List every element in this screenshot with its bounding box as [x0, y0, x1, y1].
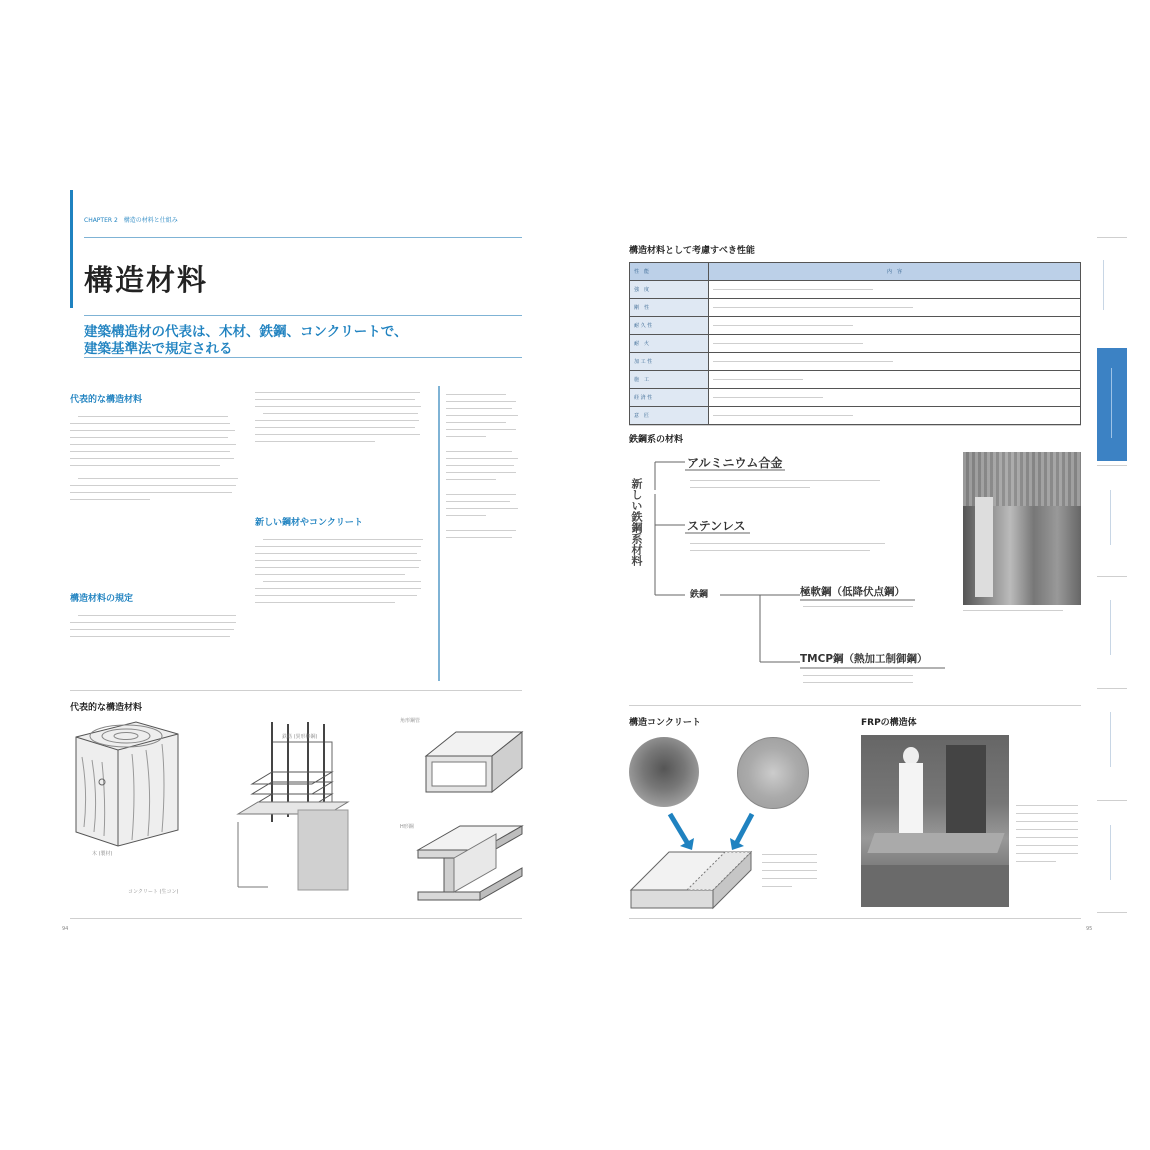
concrete-note [762, 852, 817, 894]
tree-aluminum-note [690, 478, 890, 494]
title-rule [84, 315, 522, 316]
side-tab[interactable] [1100, 600, 1106, 660]
table-row [630, 299, 1081, 317]
table-cell-value [709, 389, 1081, 407]
chapter-rule [84, 237, 522, 238]
page-number-right: 95 [1086, 926, 1093, 932]
column-1-text [70, 412, 238, 506]
table-cell-value [709, 353, 1081, 371]
page-title: 構造材料 [84, 263, 209, 297]
tree-stainless: ステンレス [687, 519, 746, 533]
tree-aluminum: アルミニウム合金 [687, 456, 783, 470]
table-cell-key: 施 工 [630, 371, 709, 389]
column-2-text [255, 388, 423, 448]
table-header-cell: 性 能 [630, 263, 709, 281]
table-header-row [630, 263, 1081, 281]
tree-steel: 鉄鋼 [690, 590, 709, 600]
concrete-micrograph-2 [737, 737, 809, 809]
section-rule-steel [629, 425, 1081, 426]
h-beam-label: H形鋼 [400, 824, 414, 830]
side-tab-active[interactable] [1097, 348, 1127, 461]
stainless-photo-caption [963, 610, 1063, 611]
table-cell-key: 加 工 性 [630, 353, 709, 371]
frp-title: FRPの構造体 [861, 718, 917, 728]
table-cell-value [709, 407, 1081, 425]
frp-note [1016, 803, 1078, 869]
table-row [630, 353, 1081, 371]
rebar-label: 鉄筋 (異形棒鋼) [282, 734, 318, 740]
lead-line-2: 建築基準法で規定される [84, 341, 233, 357]
concrete-label: コンクリート (生コン) [128, 889, 179, 895]
column-1-text-2 [70, 611, 238, 643]
table-row [630, 281, 1081, 299]
margin-notes [438, 386, 524, 681]
table-row [630, 389, 1081, 407]
figure-rule [70, 690, 522, 691]
tree-lowyield-note [803, 606, 913, 607]
lead-rule [84, 357, 522, 358]
tree-vertical-label: 新しい鉄鋼系材料 [630, 478, 643, 566]
rebar-illustration [228, 722, 358, 897]
properties-table [629, 262, 1081, 425]
page-accent-bar [70, 190, 73, 308]
table-row [630, 371, 1081, 389]
table-cell-value [709, 299, 1081, 317]
concrete-title: 構造コンクリート [629, 718, 701, 728]
side-tab[interactable] [1100, 260, 1106, 320]
section-heading-new: 新しい鋼材やコンクリート [255, 518, 363, 528]
figure-title: 代表的な構造材料 [70, 703, 143, 713]
footer-rule-left [70, 918, 522, 919]
table-cell-value [709, 281, 1081, 299]
footer-rule-right [629, 918, 1081, 919]
concrete-micrograph-1 [629, 737, 699, 807]
square-tube-label: 角形鋼管 [400, 718, 421, 724]
table-row [630, 335, 1081, 353]
table-cell-value [709, 371, 1081, 389]
h-beam-illustration [398, 820, 526, 910]
table-cell-key: 強 度 [630, 281, 709, 299]
side-tab[interactable] [1100, 712, 1106, 772]
side-tab[interactable] [1100, 825, 1106, 885]
tree-lowyield: 極軟鋼（低降伏点鋼） [800, 586, 905, 598]
table-row [630, 317, 1081, 335]
table-cell-key: 耐 火 [630, 335, 709, 353]
page-number-left: 94 [62, 926, 69, 932]
frp-photo [861, 735, 1009, 907]
table-title: 構造材料として考慮すべき性能 [629, 246, 755, 256]
section-heading-main: 代表的な構造材料 [70, 395, 143, 405]
chapter-label: CHAPTER 2 構造の材料と仕組み [84, 217, 178, 224]
table-cell-key: 耐 久 性 [630, 317, 709, 335]
lead-line-1: 建築構造材の代表は、木材、鉄鋼、コンクリートで、 [84, 324, 408, 340]
tree-tmcp: TMCP鋼（熱加工制御鋼） [800, 653, 928, 665]
table-row [630, 407, 1081, 425]
section-heading-regs: 構造材料の規定 [70, 594, 134, 604]
section-rule-bottom [629, 705, 1081, 706]
table-cell-key: 意 匠 [630, 407, 709, 425]
wood-illustration [66, 712, 186, 852]
column-2-text-2 [255, 535, 423, 609]
table-cell-value [709, 317, 1081, 335]
table-cell-key: 経 済 性 [630, 389, 709, 407]
side-tab[interactable] [1100, 490, 1106, 550]
tree-tmcp-note [803, 673, 913, 689]
table-cell-value [709, 335, 1081, 353]
wood-label: 木 (製材) [92, 851, 113, 857]
concrete-arrows [640, 810, 770, 855]
steel-materials-title: 鉄鋼系の材料 [629, 435, 684, 445]
table-header-cell: 内 容 [709, 263, 1081, 281]
table-cell-key: 剛 性 [630, 299, 709, 317]
tree-stainless-note [690, 541, 890, 557]
concrete-slab-illustration [629, 850, 754, 912]
stainless-photo [963, 452, 1081, 605]
